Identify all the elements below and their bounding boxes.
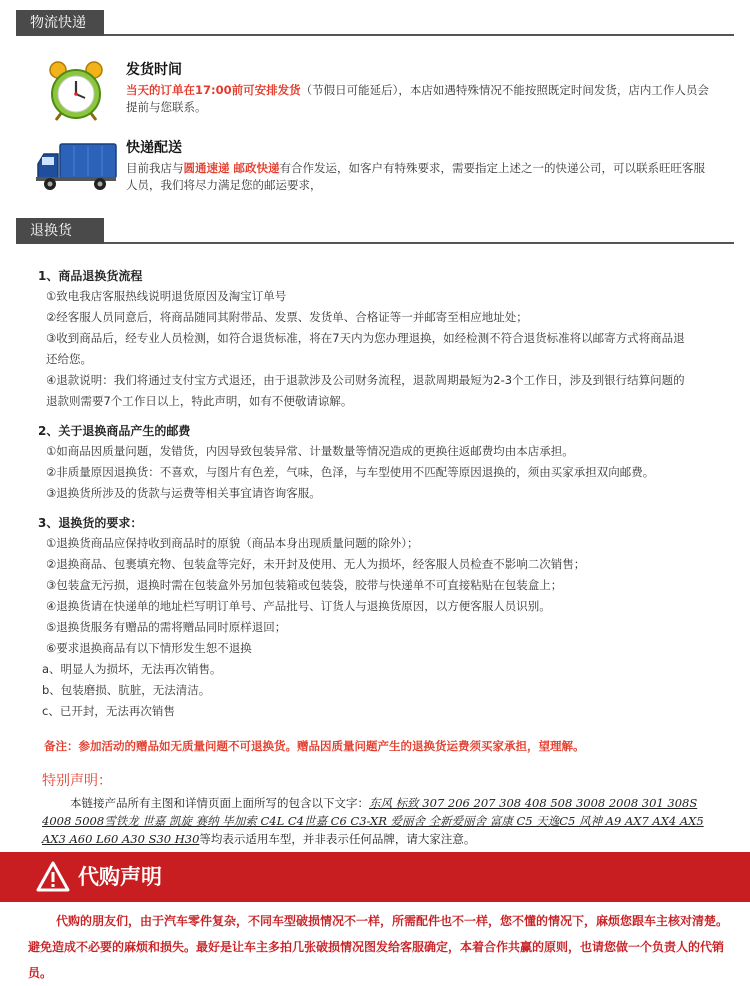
exclusion-c: c、已开封，无法再次销售 <box>42 704 175 718</box>
requirement-3: ③包装盒无污损，退换时需在包装盒外另加包装箱或包装袋，胶带与快递单不可直接粘贴在包装盒上； <box>46 578 563 592</box>
courier-highlight: 圆通速递 邮政快递 <box>183 161 280 175</box>
agent-banner <box>0 852 750 902</box>
agent-disclaimer: 代购的朋友们，由于汽车零件复杂，不同车型破损情况不一样，所需配件也不一样，您不懂的情况下，麻烦您跟车主核对清楚。避免造成不必要的麻烦和损失。最好是让车主多拍几张破损情况图发给客服确定，本着合作共赢的原则，也请您做一个负责人的代销员。 <box>28 914 729 980</box>
returns-note: 备注：参加活动的赠品如无质量问题不可退换货。赠品因质量问题产生的退换货运费须买家承担，望理解。 <box>44 739 585 753</box>
ship-time-text <box>126 82 716 116</box>
special-statement-title: 特别声明： <box>42 773 112 789</box>
process-step-3-cont: 还给您。 <box>46 352 92 366</box>
requirement-5: ⑤退换货服务有赠品的需将赠品同时原样退回； <box>46 620 287 634</box>
process-step-4-cont: 退款则需要7个工作日以上，特此声明，如有不便敬请谅解。 <box>46 394 353 408</box>
ship-time-detail: （节假日可能延后），本店如遇特殊情况不能按照既定时间发货，店内工作人员会提前与您联系。 <box>126 83 709 114</box>
special-suffix: 等均表示适用车型，并非表示任何品牌，请大家注意。 <box>199 832 476 846</box>
requirement-4: ④退换货请在快递单的地址栏写明订单号、产品批号、订货人与退换货原因，以方便客服人员识别。 <box>46 599 551 613</box>
requirement-2: ②退换商品、包裹填充物、包装盒等完好，未开封及使用、无人为损坏，经客服人员检查不影响二次销售； <box>46 557 586 571</box>
ship-time-title: 发货时间 <box>126 62 182 78</box>
courier-title: 快递配送 <box>126 140 182 156</box>
courier-prefix: 目前我店与 <box>126 161 184 175</box>
process-title: 1、商品退换货流程 <box>38 269 143 283</box>
requirements-title: 3、退换货的要求： <box>38 516 143 530</box>
postage-item-1: ①如商品因质量问题，发错货，内因导致包装异常、计量数量等情况造成的更换往返邮费均由本店承担。 <box>46 444 574 458</box>
special-statement-body <box>42 794 722 848</box>
logistics-header-label: 物流快递 <box>16 10 104 36</box>
postage-title: 2、关于退换商品产生的邮费 <box>38 424 191 438</box>
requirement-1: ①退换货商品应保持收到商品时的原貌（商品本身出现质量问题的除外）； <box>46 536 419 550</box>
exclusion-b: b、包装磨损、肮脏，无法清洁。 <box>42 683 211 697</box>
returns-section-header <box>16 218 734 244</box>
alarm-clock-icon <box>44 58 108 122</box>
returns-policy <box>38 266 718 722</box>
postage-item-3: ③退换货所涉及的货款与运费等相关事宜请咨询客服。 <box>46 486 321 500</box>
courier-detail: 有合作发运，如客户有特殊要求，需要指定上述之一的快递公司，可以联系旺旺客服人员，我们将尽力满足您的邮运要求， <box>126 161 706 192</box>
courier-text <box>126 160 716 194</box>
process-step-3: ③收到商品后，经专业人员检测，如符合退货标准，将在7天内为您办理退换，如经检测不符合退货标准将以邮寄方式将商品退 <box>46 331 685 345</box>
returns-header-label: 退换货 <box>16 218 104 244</box>
ship-time-block <box>126 62 716 116</box>
courier-block <box>126 140 716 194</box>
special-prefix: 本链接产品所有主图和详情页面上面所写的包含以下文字： <box>70 796 369 810</box>
process-step-4: ④退款说明：我们将通过支付宝方式退还，由于退款涉及公司财务流程，退款周期最短为2-3个工作日，涉及到银行结算问题的 <box>46 373 685 387</box>
compatible-models: 东风 标致 307 206 207 308 408 508 3008 2008 301 308S 4008 5008雪铁龙 世嘉 凯旋 赛纳 毕加索 C4L C4世嘉 C6 C3-XR 爱丽舍 全新爱丽舍 富康 C5 天逸C5 风神 A9 AX7 AX4 AX5 AX3 A60 L60 A30 S30 H30 <box>42 796 704 846</box>
agent-banner-title: 代购声明 <box>78 865 162 889</box>
warning-icon <box>36 861 70 893</box>
ship-time-highlight: 当天的订单在17:00前可安排发货 <box>126 83 301 97</box>
delivery-truck-icon <box>34 140 118 192</box>
postage-item-2: ②非质量原因退换货：不喜欢，与图片有色差，气味，色泽，与车型使用不匹配等原因退换的，须由买家承担双向邮费。 <box>46 465 655 479</box>
process-step-2: ②经客服人员同意后，将商品随同其附带品、发票、发货单、合格证等一并邮寄至相应地址处； <box>46 310 528 324</box>
process-step-1: ①致电我店客服热线说明退货原因及淘宝订单号 <box>46 289 287 303</box>
exclusion-a: a、明显人为损坏，无法再次销售。 <box>42 662 222 676</box>
requirement-6: ⑥要求退换商品有以下情形发生恕不退换 <box>46 641 252 655</box>
logistics-section-header <box>16 10 734 36</box>
